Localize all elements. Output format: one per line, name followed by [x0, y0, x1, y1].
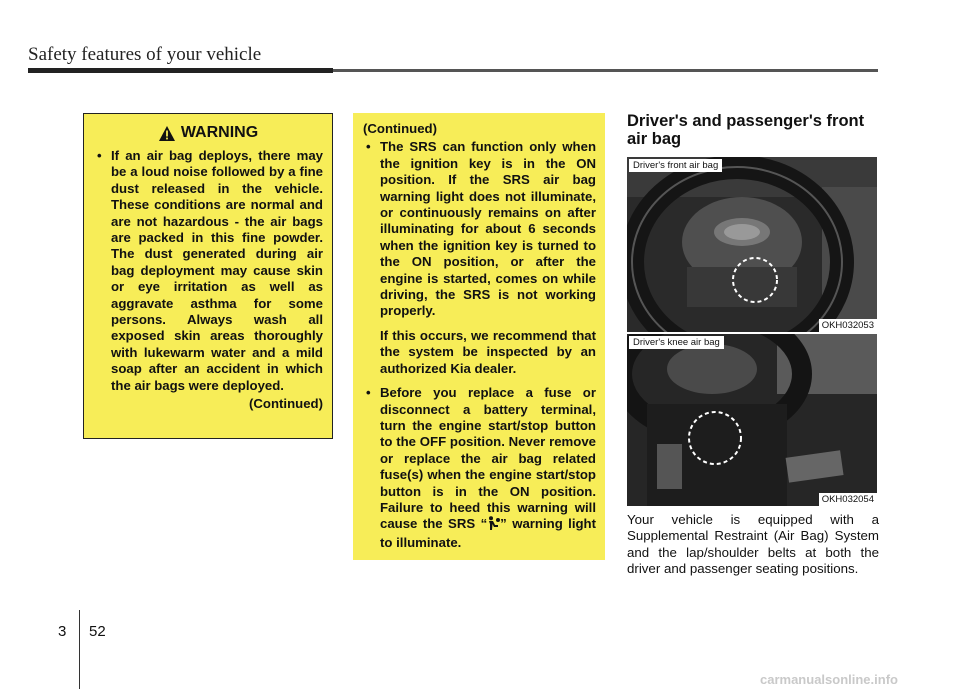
footer-rule: [79, 610, 80, 689]
fuse-bullet-text-b: ” warning light to illuminate.: [380, 516, 597, 550]
continued-box: [353, 113, 605, 560]
front-airbag-code: OKH032053: [819, 319, 877, 332]
section-title: Driver's and passenger's front air bag: [627, 112, 865, 148]
knee-airbag-label: Driver's knee air bag: [629, 336, 724, 349]
body-text: Your vehicle is equipped with a Supplemental Restraint (Air Bag) System and the lap/shoulder belts at both the driver and passenger seating positions.: [627, 512, 879, 577]
watermark: carmanualsonline.info: [760, 672, 898, 687]
airbag-person-icon: [487, 516, 500, 534]
continued-heading: (Continued): [363, 121, 437, 136]
warning-box: [83, 113, 333, 439]
front-airbag-label: Driver's front air bag: [629, 159, 722, 172]
header-rule-accent: [28, 68, 333, 73]
page-number: 52: [89, 623, 106, 640]
warning-bullet: • If an air bag deploys, there may be a loud noise followed by a fine dust released in the vehicle. These conditions are normal and are not hazardous - the air bags are packed in this fine powder. The dust generated during air bag deployment may cause skin or eye irritation as well as aggravate asthma for some persons. Always wash all exposed skin areas thoroughly with lukewarm water and a mild soap after an accident in which the air bags were deployed.: [94, 148, 323, 394]
fuse-bullet-text-a: Before you replace a fuse or disconnect a battery terminal, turn the engine start/stop button to the OFF position. Never remove or replace the air bag related fuse(s) when the engine start/stop button is in the ON position. Failure to heed this warning will cause the SRS “: [380, 385, 596, 532]
steering-wheel-image: [627, 157, 877, 332]
front-airbag-figure: [627, 157, 877, 332]
knee-airbag-figure: [627, 334, 877, 506]
page-header: Safety features of your vehicle: [28, 44, 262, 65]
warning-title-text: WARNING: [180, 124, 259, 141]
warning-triangle-icon: [159, 126, 175, 141]
fuse-bullet: [363, 385, 596, 551]
srs-function-bullet: • The SRS can function only when the ignition key is in the ON position. If the SRS air bag warning light does not illuminate, or continuously remains on after illuminating for about 6 seconds when the ignition key is turned to the ON position, or after the engine is started, comes on while driving, the SRS is not working properly.: [363, 139, 596, 319]
inspection-paragraph: If this occurs, we recommend that the system be inspected by an authorized Kia dealer.: [380, 327, 596, 376]
warning-continued: (Continued): [249, 396, 323, 412]
chapter-number: 3: [58, 623, 67, 640]
knee-airbag-image: [627, 334, 877, 506]
warning-title: [94, 124, 323, 142]
knee-airbag-code: OKH032054: [819, 493, 877, 506]
